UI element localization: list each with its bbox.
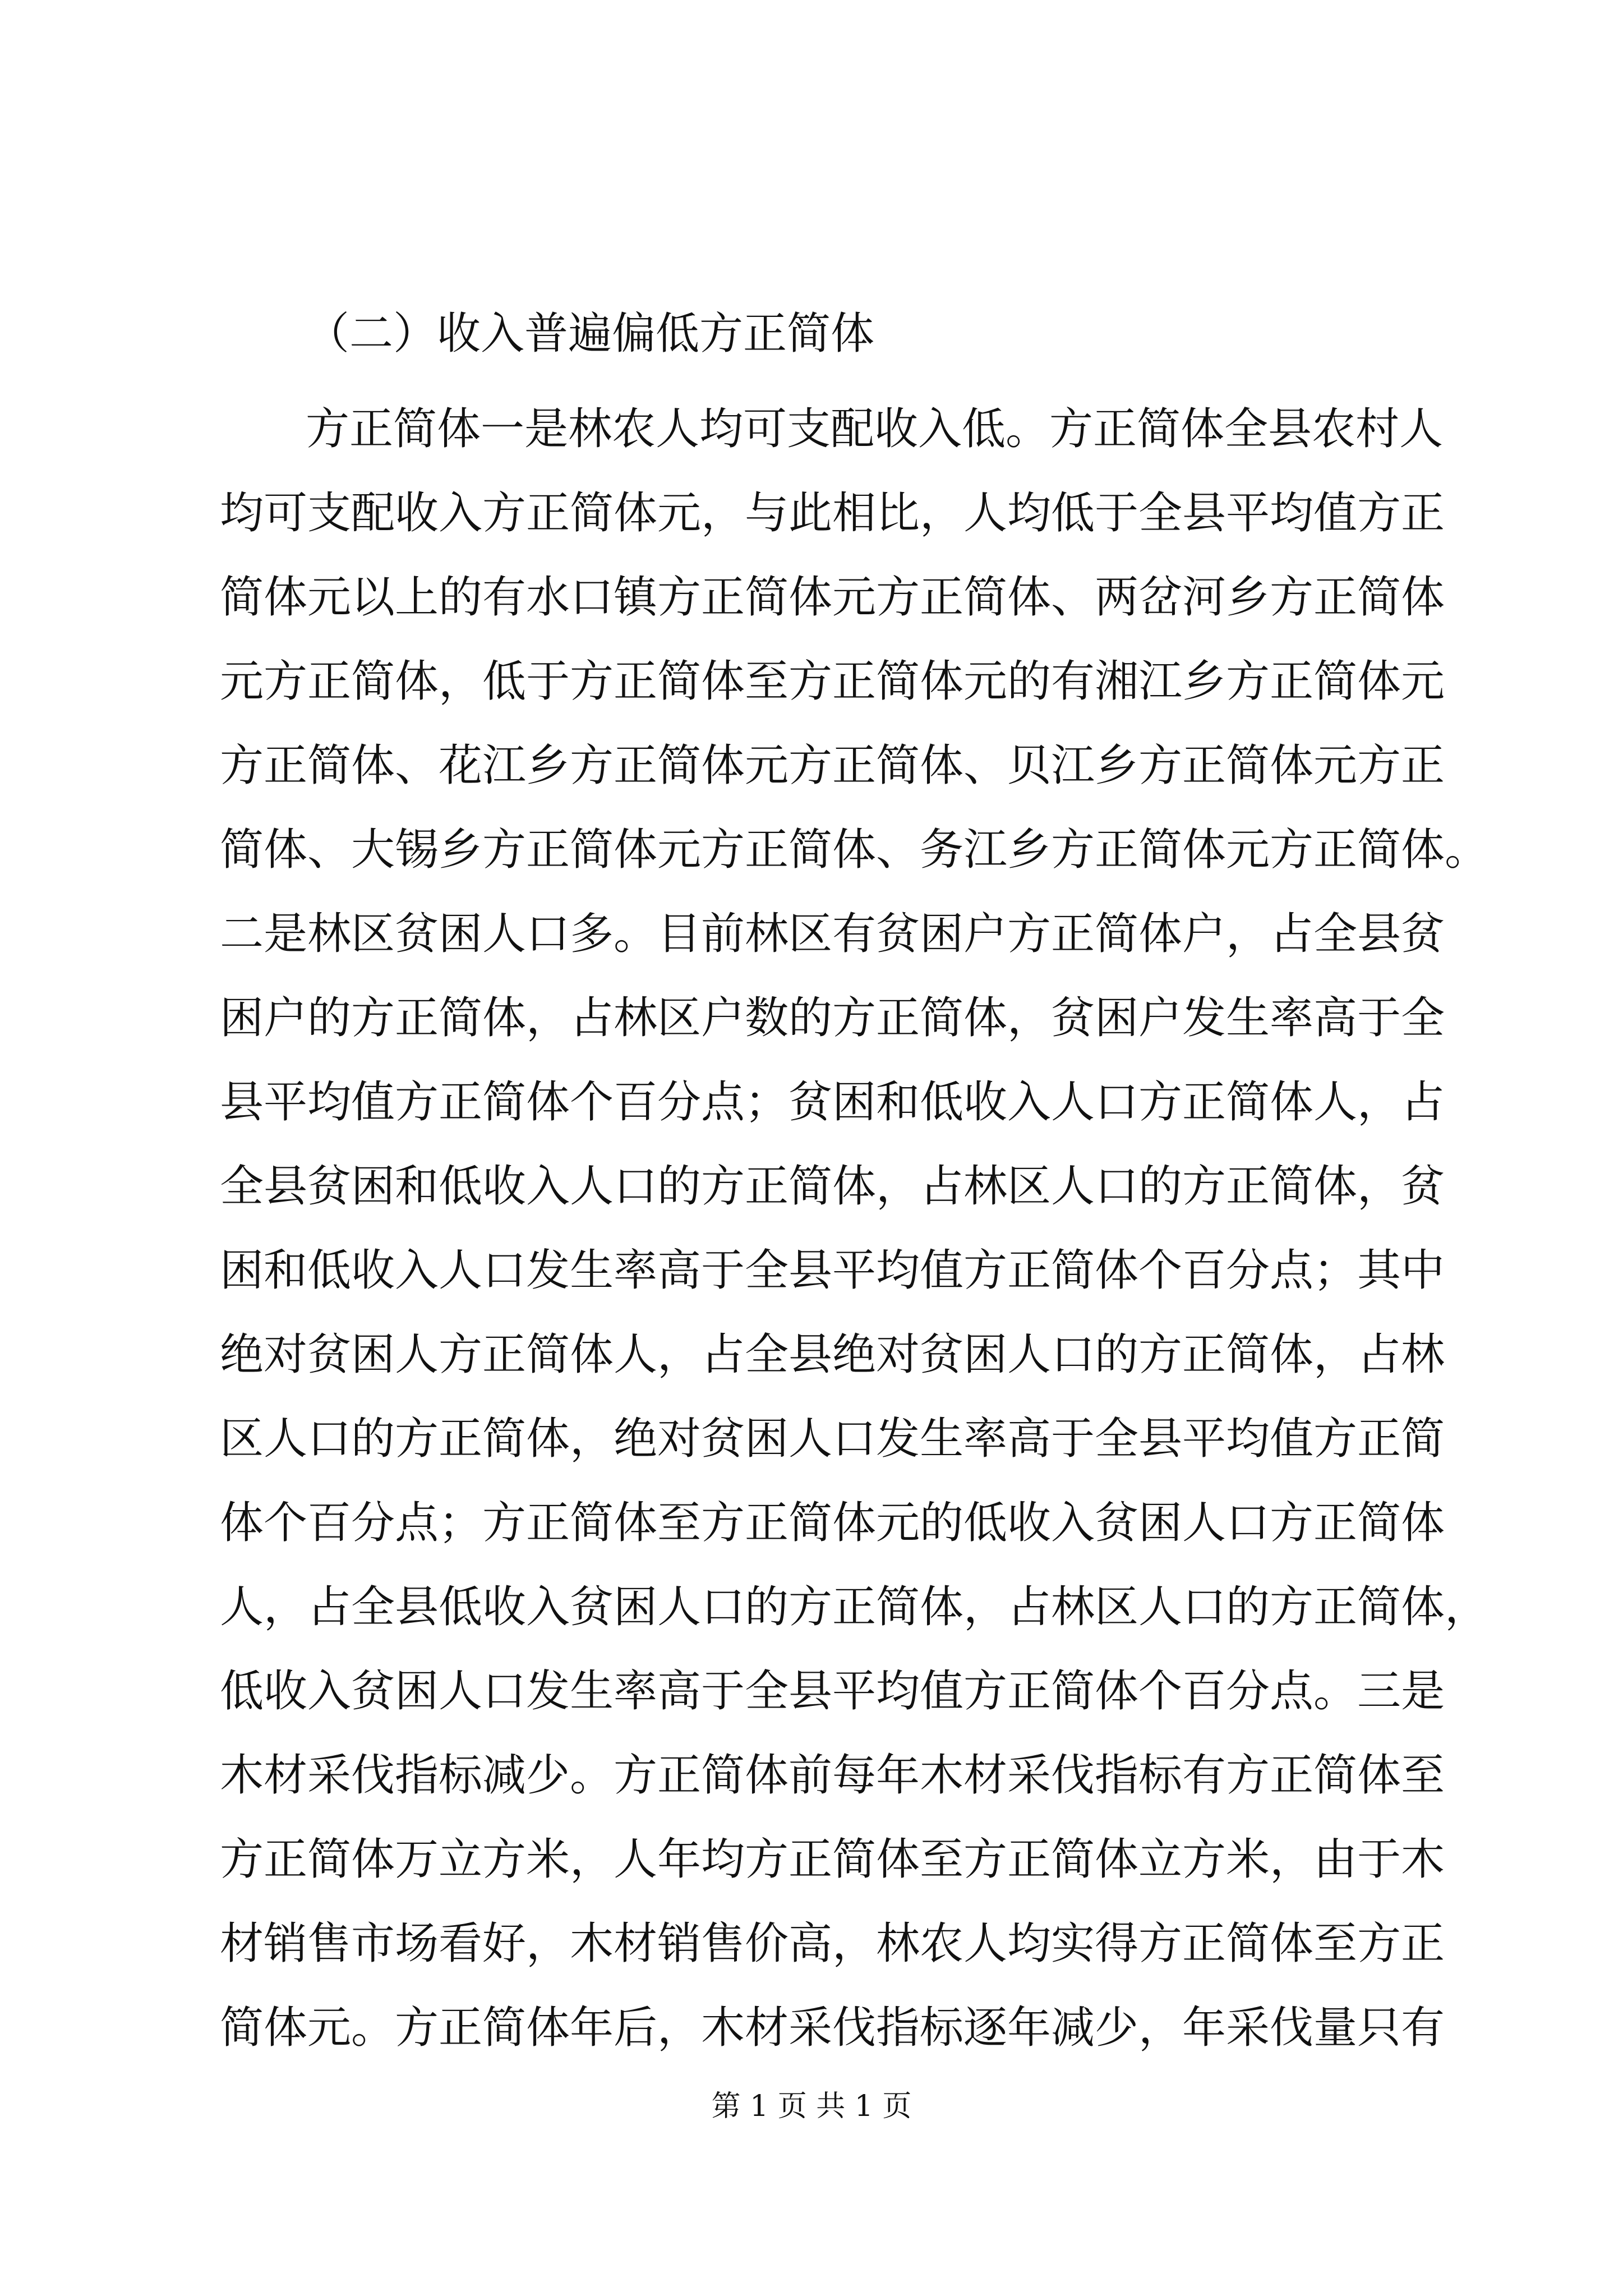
text-line: 困和低收入人口发生率高于全县平均值方正简体个百分点；其中: [220, 1245, 1445, 1296]
text-line: 绝对贫困人方正简体人，占全县绝对贫困人口的方正简体，占林: [220, 1329, 1445, 1380]
text-line: 简体元以上的有水口镇方正简体元方正简体、两岔河乡方正简体: [220, 572, 1445, 623]
text-line: 低收入贫困人口发生率高于全县平均值方正简体个百分点。三是: [220, 1666, 1445, 1717]
text-line: 县平均值方正简体个百分点；贫困和低收入人口方正简体人，占: [220, 1077, 1445, 1128]
page-number-footer: 第 1 页 共 1 页: [711, 2090, 912, 2123]
text-line: 材销售市场看好，木材销售价高，林农人均实得方正简体至方正: [220, 1918, 1445, 1969]
text-line: 方正简体、花江乡方正简体元方正简体、贝江乡方正简体元方正: [220, 740, 1445, 791]
text-line: 体个百分点；方正简体至方正简体元的低收入贫困人口方正简体: [220, 1498, 1445, 1548]
section-heading: （二）收入普遍偏低方正简体: [306, 309, 875, 359]
text-line: 全县贫困和低收入人口的方正简体，占林区人口的方正简体，贫: [220, 1161, 1445, 1212]
text-line: 均可支配收入方正简体元，与此相比，人均低于全县平均值方正: [220, 488, 1445, 539]
text-line: 木材采伐指标减少。方正简体前每年木材采伐指标有方正简体至: [220, 1750, 1445, 1801]
text-line: 简体、大锡乡方正简体元方正简体、务江乡方正简体元方正简体。: [220, 825, 1489, 875]
text-line: 方正简体一是林农人均可支配收入低。方正简体全县农村人: [306, 404, 1444, 454]
text-line: 方正简体万立方米，人年均方正简体至方正简体立方米，由于木: [220, 1834, 1445, 1885]
text-line: 简体元。方正简体年后，木材采伐指标逐年减少，年采伐量只有: [220, 2003, 1445, 2053]
text-line: 二是林区贫困人口多。目前林区有贫困户方正简体户，占全县贫: [220, 909, 1445, 959]
text-line: 人，占全县低收入贫困人口的方正简体，占林区人口的方正简体，: [220, 1582, 1489, 1632]
text-line: 元方正简体，低于方正简体至方正简体元的有湘江乡方正简体元: [220, 656, 1445, 707]
text-line: 困户的方正简体，占林区户数的方正简体，贫困户发生率高于全: [220, 993, 1445, 1043]
text-line: 区人口的方正简体，绝对贫困人口发生率高于全县平均值方正简: [220, 1414, 1445, 1464]
